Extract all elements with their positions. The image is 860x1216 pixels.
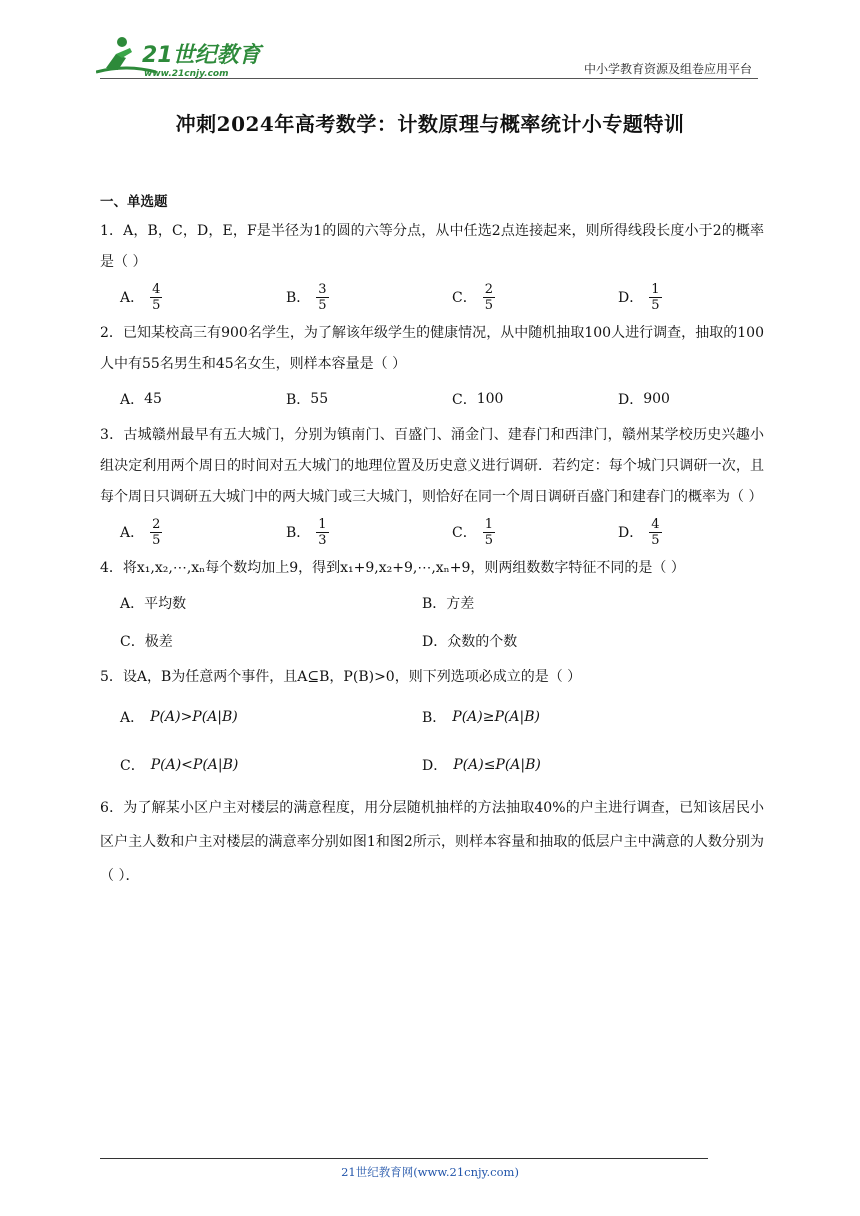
option-c: C． $\frac{1}{5}$ (452, 516, 493, 548)
option-d: D． 900 (618, 391, 670, 408)
logo-text: 21世纪教育 (142, 43, 261, 68)
option-c: C． $\frac{2}{5}$ (452, 281, 493, 313)
option-a: A． P(A)>P(A|B) (120, 709, 238, 726)
page-header (96, 34, 758, 84)
option-a: A． $\frac{4}{5}$ (120, 281, 161, 313)
question-5: 5．设A，B为任意两个事件，且A⊆B，P(B)>0，则下列选项必成立的是（ ） (100, 669, 582, 685)
option-a: A． 45 (120, 391, 162, 408)
option-d: D． $\frac{1}{5}$ (618, 281, 660, 313)
question-5-options-row1 (100, 695, 764, 739)
option-c: C． 极差 (120, 634, 173, 650)
option-d: D． 众数的个数 (422, 634, 518, 650)
question-2-options (100, 382, 764, 416)
question-4-options-row2 (100, 624, 764, 658)
logo (96, 34, 266, 78)
option-c: C． 100 (452, 391, 504, 408)
question-4: 4．将x₁,x₂,⋯,xₙ每个数均加上9，得到x₁+9,x₂+9,⋯,xₙ+9，则两组数数字特征不同的是（ ） (100, 560, 685, 576)
option-b: B． 55 (286, 391, 329, 408)
question-6: 6．为了解某小区户主对楼层的满意程度，用分层随机抽样的方法抽取40%的户主进行调查，已知该居民小区户主人数和户主对楼层的满意率分别如图1和图2所示，则样本容量和抽取的低层户主中满意的人数分别为（ ）． (100, 800, 764, 884)
section-heading: 一、单选题 (100, 194, 168, 210)
option-a: A． $\frac{2}{5}$ (120, 516, 161, 548)
question-2: 2．已知某校高三有900名学生，为了解该年级学生的健康情况，从中随机抽取100人进行调查，抽取的100人中有55名男生和45名女生，则样本容量是（ ） (100, 325, 764, 372)
option-a: A． 平均数 (120, 596, 187, 612)
option-c: C． P(A)<P(A|B) (120, 757, 239, 774)
logo-url: www.21cnjy.com (144, 69, 229, 78)
option-b: B． $\frac{1}{3}$ (286, 516, 327, 548)
option-d: D． $\frac{4}{5}$ (618, 516, 660, 548)
option-b: B． 方差 (422, 596, 475, 612)
question-list (100, 190, 764, 893)
question-4-options-row1 (100, 586, 764, 620)
question-1: 1．A，B，C，D，E，F是半径为1的圆的六等分点，从中任选2点连接起来，则所得线段长度小于2的概率是（ ） (100, 223, 764, 270)
page-title: 冲刺2024年高考数学：计数原理与概率统计小专题特训 (175, 112, 685, 136)
question-3-options (100, 515, 764, 549)
header-divider (100, 78, 758, 79)
option-b: B． P(A)≥P(A|B) (422, 709, 540, 726)
question-5-options-row2 (100, 743, 764, 787)
question-3: 3．古城赣州最早有五大城门，分别为镇南门、百盛门、涌金门、建春门和西津门，赣州某学校历史兴趣小组决定利用两个周日的时间对五大城门的地理位置及历史意义进行调研．若约定：每个城门只调研一次，且每个周日只调研五大城门中的两大城门或三大城门，则恰好在同一个周日调研百盛门和建春门的概率为（ ） (100, 427, 764, 505)
question-1-options (100, 280, 764, 314)
footer-divider (100, 1158, 708, 1159)
platform-name: 中小学教育资源及组卷应用平台 (583, 62, 752, 76)
option-d: D． P(A)≤P(A|B) (422, 757, 541, 774)
option-b: B． $\frac{3}{5}$ (286, 281, 327, 313)
footer-text: 21世纪教育网(www.21cnjy.com) (341, 1165, 519, 1179)
